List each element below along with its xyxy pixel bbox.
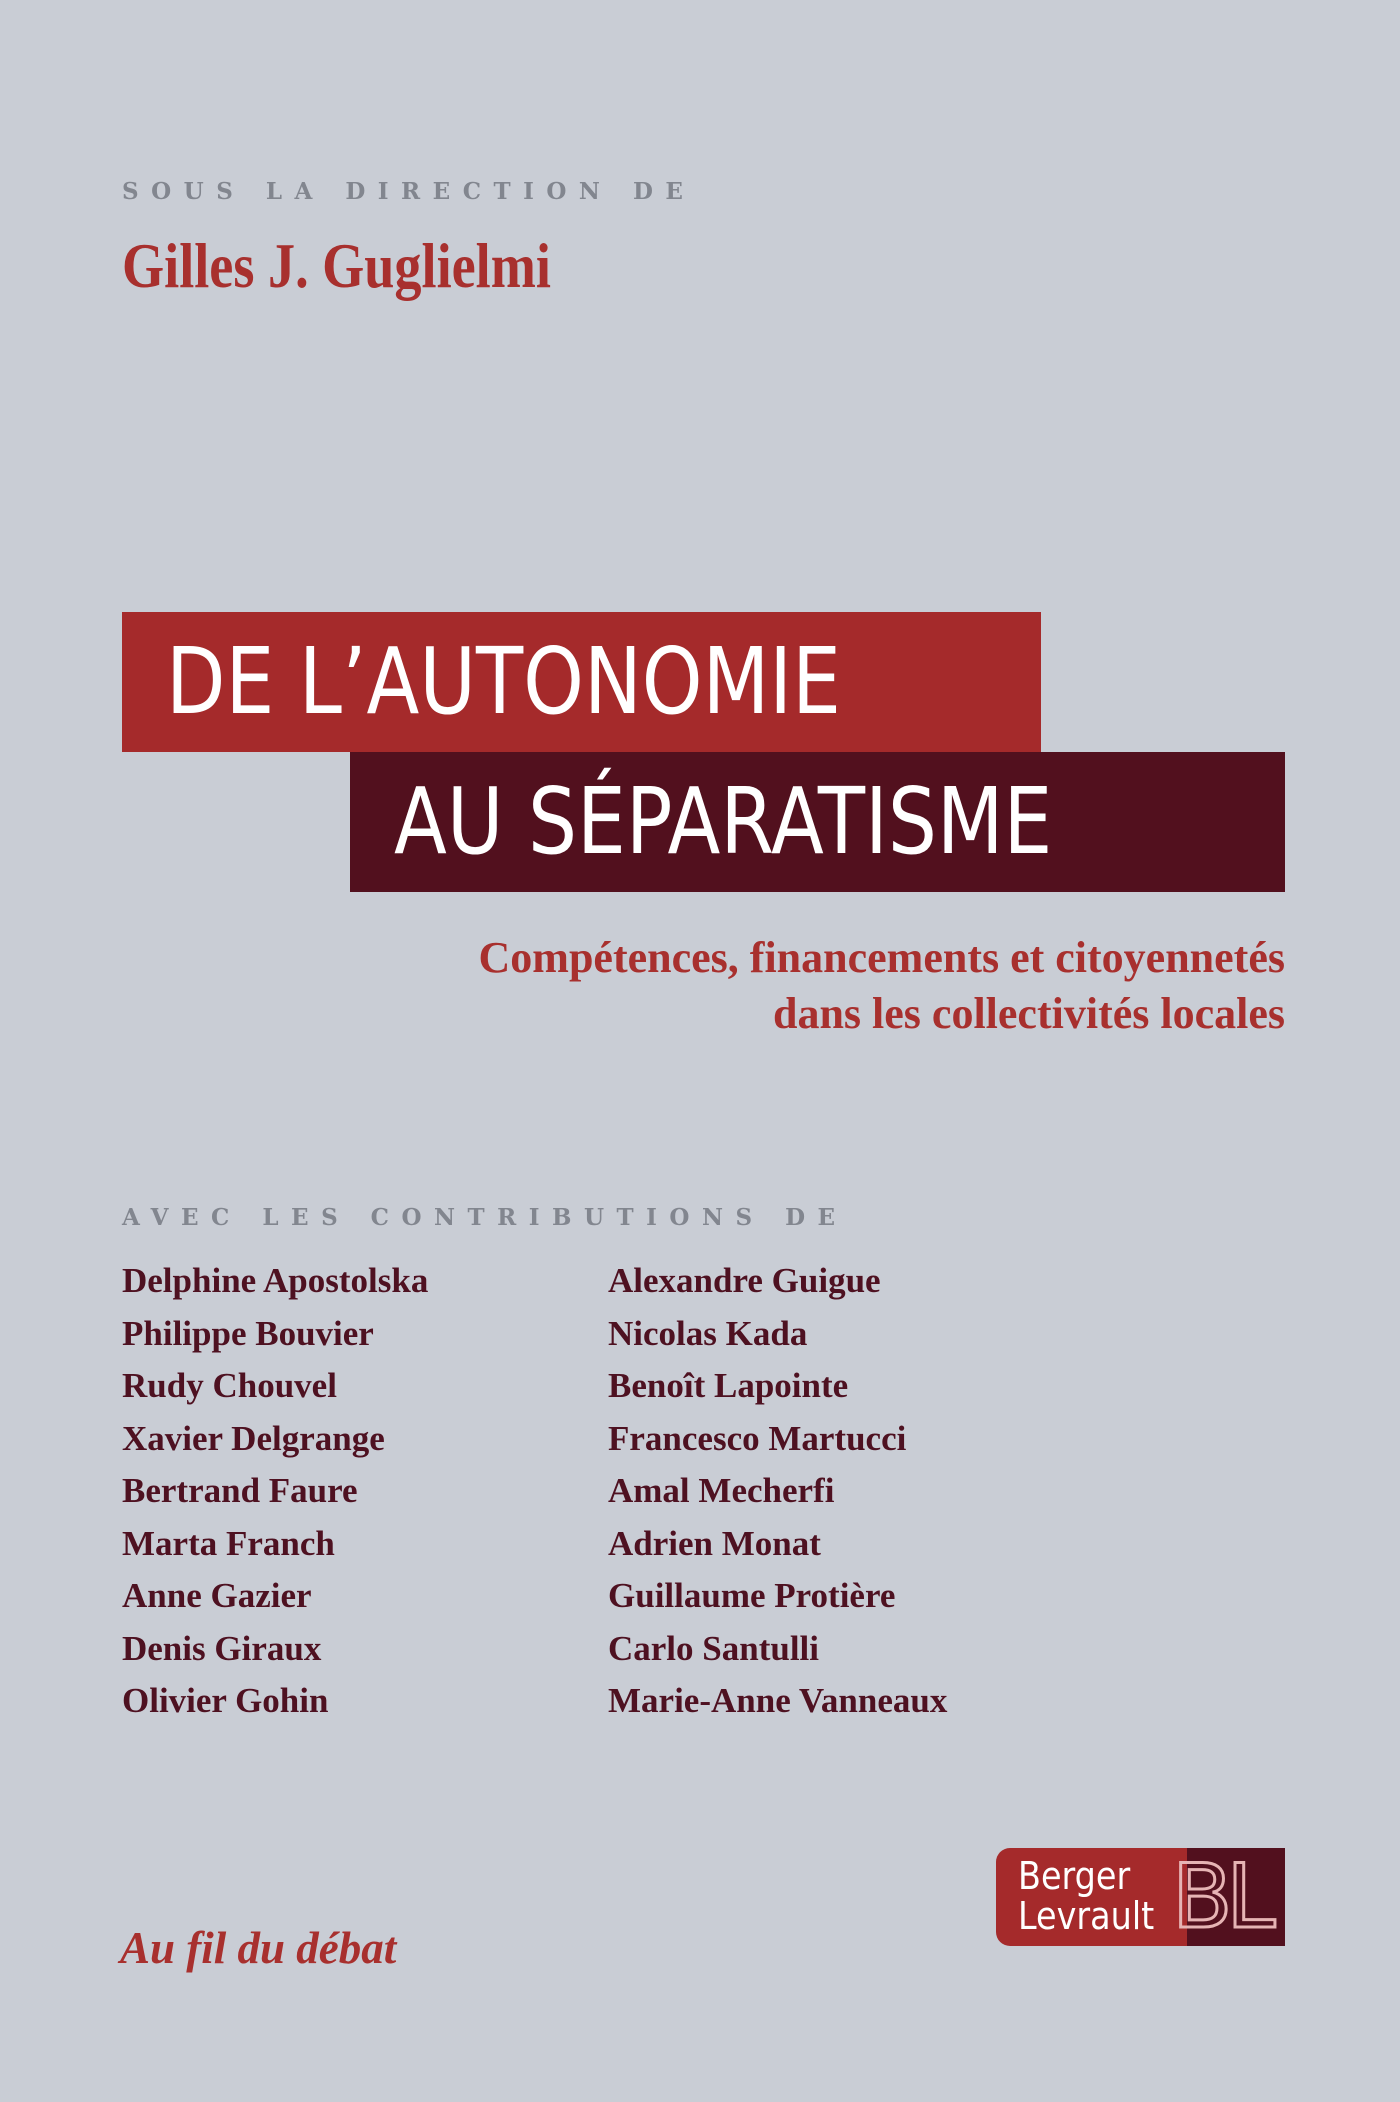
contributor-name: Delphine Apostolska	[122, 1261, 429, 1300]
contributor-name: Guillaume Protière	[608, 1576, 896, 1615]
direction-label: SOUS LA DIRECTION DE	[122, 178, 696, 205]
contributor-name: Carlo Santulli	[608, 1628, 820, 1668]
contributor-name: Bertrand Faure	[122, 1471, 358, 1510]
contributor-name: Marie-Anne Vanneaux	[608, 1681, 948, 1720]
contributor-name: Marta Franch	[122, 1523, 335, 1563]
contributor-name: Philippe Bouvier	[122, 1313, 374, 1353]
contributor-name: Olivier Gohin	[122, 1681, 329, 1720]
contributor-name: Anne Gazier	[122, 1576, 312, 1615]
title-line-1: DE L’AUTONOMIE	[166, 628, 841, 735]
contributor-name: Rudy Chouvel	[122, 1366, 337, 1405]
contributors-right-column	[608, 1255, 947, 1728]
collection-name: Au fil du débat	[120, 1923, 397, 1973]
subtitle-line-2: dans les collectivités locales	[772, 989, 1285, 1038]
contributor-name: Nicolas Kada	[608, 1313, 808, 1353]
publisher-name-line-2: Levrault	[1018, 1894, 1155, 1938]
contributor-name: Benoît Lapointe	[608, 1366, 849, 1405]
publisher-logo	[996, 1845, 1285, 1948]
contributor-name: Alexandre Guigue	[608, 1261, 881, 1300]
contributors-left-column	[122, 1255, 428, 1728]
contributor-name: Adrien Monat	[608, 1523, 821, 1563]
logo-red-block	[996, 1848, 1187, 1946]
subtitle-line-1: Compétences, financements et citoyennetés	[478, 933, 1285, 982]
contributor-name: Xavier Delgrange	[122, 1418, 385, 1458]
title-banner-1	[122, 612, 1041, 752]
publisher-monogram: BL	[1172, 1845, 1270, 1948]
contributor-name: Francesco Martucci	[608, 1418, 907, 1458]
editor-name: Gilles J. Guglielmi	[122, 231, 551, 301]
title-line-2: AU SÉPARATISME	[394, 768, 1053, 875]
contributions-label: AVEC LES CONTRIBUTIONS DE	[122, 1204, 848, 1231]
contributor-name: Amal Mecherfi	[608, 1471, 835, 1510]
title-banner-2	[350, 752, 1285, 892]
publisher-name-line-1: Berger	[1018, 1854, 1131, 1898]
contributor-name: Denis Giraux	[122, 1628, 322, 1668]
subtitle	[285, 930, 1285, 1042]
